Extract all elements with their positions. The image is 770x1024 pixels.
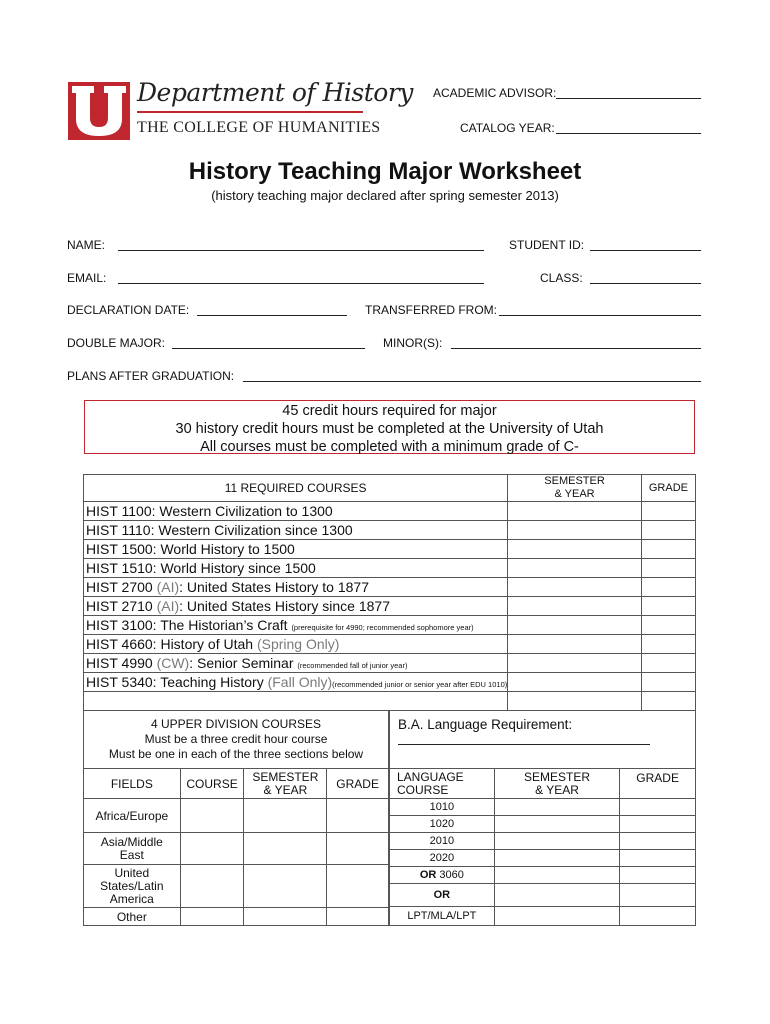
language-title: B.A. Language Requirement: [398, 717, 573, 732]
grade-cell[interactable] [620, 833, 696, 850]
grade-header: GRADE [327, 769, 389, 799]
table-row [84, 597, 696, 616]
semester-year-cell[interactable] [508, 692, 642, 711]
grade-cell[interactable] [641, 616, 695, 635]
grade-cell[interactable] [620, 816, 696, 833]
semester-year-cell[interactable] [494, 799, 620, 816]
transferred-from-label: TRANSFERRED FROM: [365, 303, 497, 317]
semester-year-cell[interactable] [494, 867, 620, 884]
course-cell: HIST 4990 (CW): Senior Seminar (recommended fall of junior year) [84, 654, 508, 673]
language-course-header: LANGUAGE COURSE [390, 769, 495, 799]
plans-field[interactable] [243, 369, 701, 382]
grade-header: GRADE [641, 475, 695, 502]
semester-year-header: SEMESTER & YEAR [508, 475, 642, 502]
upper-division-header: 4 UPPER DIVISION COURSES Must be a three credit hour course Must be one in each of the three sections below [84, 711, 389, 769]
page-title: History Teaching Major Worksheet [188, 158, 582, 185]
declaration-date-label: DECLARATION DATE: [67, 303, 190, 317]
grade-cell[interactable] [641, 597, 695, 616]
language-course-cell: LPT/MLA/LPT [390, 907, 495, 926]
grade-cell[interactable] [641, 635, 695, 654]
semester-year-cell[interactable] [508, 521, 642, 540]
table-row [84, 654, 696, 673]
table-row [84, 865, 389, 908]
grade-cell[interactable] [620, 884, 696, 907]
grade-cell[interactable] [641, 673, 695, 692]
grade-cell[interactable] [327, 833, 389, 865]
email-field[interactable] [118, 271, 484, 284]
grade-cell[interactable] [327, 865, 389, 908]
language-course-cell: OR 3060 [390, 867, 495, 884]
name-label: NAME: [67, 238, 106, 252]
semester-year-cell[interactable] [508, 616, 642, 635]
transferred-from-field[interactable] [499, 303, 701, 316]
requirement-residency: 30 history credit hours must be completed at the University of Utah [175, 421, 604, 437]
grade-cell[interactable] [641, 692, 695, 711]
grade-cell[interactable] [641, 521, 695, 540]
catalog-year-label: CATALOG YEAR: [460, 121, 555, 135]
email-label: EMAIL: [67, 271, 107, 285]
table-row [390, 816, 696, 833]
semester-year-cell[interactable] [494, 816, 620, 833]
course-cell: HIST 3100: The Historian’s Craft (prerequisite for 4990; recommended sophomore year) [84, 616, 508, 635]
table-row [84, 799, 389, 833]
requirements-box [84, 400, 695, 454]
double-major-field[interactable] [172, 336, 365, 349]
student-id-field[interactable] [590, 238, 701, 251]
course-cell[interactable] [180, 799, 244, 833]
table-row [84, 833, 389, 865]
language-field[interactable] [398, 732, 650, 745]
semester-year-cell[interactable] [508, 654, 642, 673]
semester-year-cell[interactable] [244, 799, 327, 833]
or-label: OR [390, 884, 495, 907]
semester-year-cell[interactable] [494, 850, 620, 867]
course-cell[interactable] [84, 692, 508, 711]
upper-division-table [83, 710, 389, 926]
course-header: COURSE [180, 769, 244, 799]
table-row [390, 833, 696, 850]
semester-year-cell[interactable] [508, 597, 642, 616]
page-subtitle: (history teaching major declared after spring semester 2013) [211, 188, 559, 203]
class-field[interactable] [590, 271, 701, 284]
course-cell: HIST 1110: Western Civilization since 1300 [84, 521, 508, 540]
grade-cell[interactable] [641, 578, 695, 597]
grade-cell[interactable] [641, 654, 695, 673]
course-cell: HIST 1100: Western Civilization to 1300 [84, 502, 508, 521]
table-row [390, 850, 696, 867]
table-row [84, 616, 696, 635]
required-courses-table [83, 474, 696, 711]
course-cell: HIST 1510: World History since 1500 [84, 559, 508, 578]
grade-cell[interactable] [620, 907, 696, 926]
grade-cell[interactable] [327, 908, 389, 926]
grade-cell[interactable] [641, 540, 695, 559]
field-cell: Africa/Europe [84, 799, 181, 833]
semester-year-cell[interactable] [244, 833, 327, 865]
catalog-year-field[interactable] [556, 121, 701, 134]
language-course-cell: 1010 [390, 799, 495, 816]
double-major-label: DOUBLE MAJOR: [67, 336, 166, 350]
class-label: CLASS: [540, 271, 583, 285]
grade-cell[interactable] [620, 799, 696, 816]
semester-year-header: SEMESTER & YEAR [244, 769, 327, 799]
semester-year-cell[interactable] [494, 833, 620, 850]
table-row [84, 673, 696, 692]
college-name: THE COLLEGE OF HUMANITIES [137, 119, 381, 136]
table-row [84, 908, 389, 926]
semester-year-cell[interactable] [244, 908, 327, 926]
course-cell: HIST 1500: World History to 1500 [84, 540, 508, 559]
table-row [390, 884, 696, 907]
grade-cell[interactable] [620, 850, 696, 867]
language-course-cell: 2020 [390, 850, 495, 867]
table-row [84, 559, 696, 578]
semester-year-cell[interactable] [244, 865, 327, 908]
semester-year-header: SEMESTER & YEAR [494, 769, 620, 799]
table-row [84, 521, 696, 540]
field-cell: Asia/Middle East [84, 833, 181, 865]
table-row [390, 799, 696, 816]
student-id-label: STUDENT ID: [509, 238, 585, 252]
grade-cell[interactable] [327, 799, 389, 833]
semester-year-cell[interactable] [508, 559, 642, 578]
table-row [84, 578, 696, 597]
grade-cell[interactable] [641, 502, 695, 521]
name-field[interactable] [118, 238, 484, 251]
fields-header: FIELDS [84, 769, 181, 799]
language-table [389, 710, 696, 926]
semester-year-cell[interactable] [508, 502, 642, 521]
course-cell: HIST 2710 (AI): United States History since 1877 [84, 597, 508, 616]
language-course-cell: 1020 [390, 816, 495, 833]
course-cell[interactable] [180, 865, 244, 908]
table-row [84, 635, 696, 654]
declaration-date-field[interactable] [197, 303, 347, 316]
semester-year-cell[interactable] [508, 635, 642, 654]
grade-cell[interactable] [641, 559, 695, 578]
field-cell: United States/Latin America [84, 865, 181, 908]
advisor-field[interactable] [556, 86, 701, 99]
table-row [84, 540, 696, 559]
requirement-credit-hours: 45 credit hours required for major [282, 403, 497, 419]
table-row [84, 692, 696, 711]
table-row [390, 867, 696, 884]
grade-cell[interactable] [620, 867, 696, 884]
semester-year-cell[interactable] [508, 673, 642, 692]
course-cell: HIST 4660: History of Utah (Spring Only) [84, 635, 508, 654]
requirement-min-grade: All courses must be completed with a minimum grade of C- [200, 439, 579, 455]
course-cell[interactable] [180, 833, 244, 865]
course-cell[interactable] [180, 908, 244, 926]
advisor-label: ACADEMIC ADVISOR: [433, 86, 557, 100]
semester-year-cell[interactable] [494, 907, 620, 926]
grade-header: GRADE [620, 769, 696, 799]
semester-year-cell[interactable] [494, 884, 620, 907]
minors-field[interactable] [451, 336, 701, 349]
required-courses-header: 11 REQUIRED COURSES [84, 475, 508, 502]
plans-label: PLANS AFTER GRADUATION: [67, 369, 235, 383]
university-logo-icon [68, 82, 130, 140]
table-row [390, 907, 696, 926]
course-cell: HIST 5340: Teaching History (Fall Only)(recommended junior or senior year after EDU 1010) [84, 673, 508, 692]
language-course-cell: 2010 [390, 833, 495, 850]
table-row [84, 502, 696, 521]
course-cell: HIST 2700 (AI): United States History to 1877 [84, 578, 508, 597]
logo-divider [137, 111, 363, 113]
minors-label: MINOR(S): [383, 336, 443, 350]
semester-year-cell[interactable] [508, 540, 642, 559]
language-header [390, 711, 696, 769]
department-name: Department of History [137, 78, 413, 107]
semester-year-cell[interactable] [508, 578, 642, 597]
field-cell: Other [84, 908, 181, 926]
